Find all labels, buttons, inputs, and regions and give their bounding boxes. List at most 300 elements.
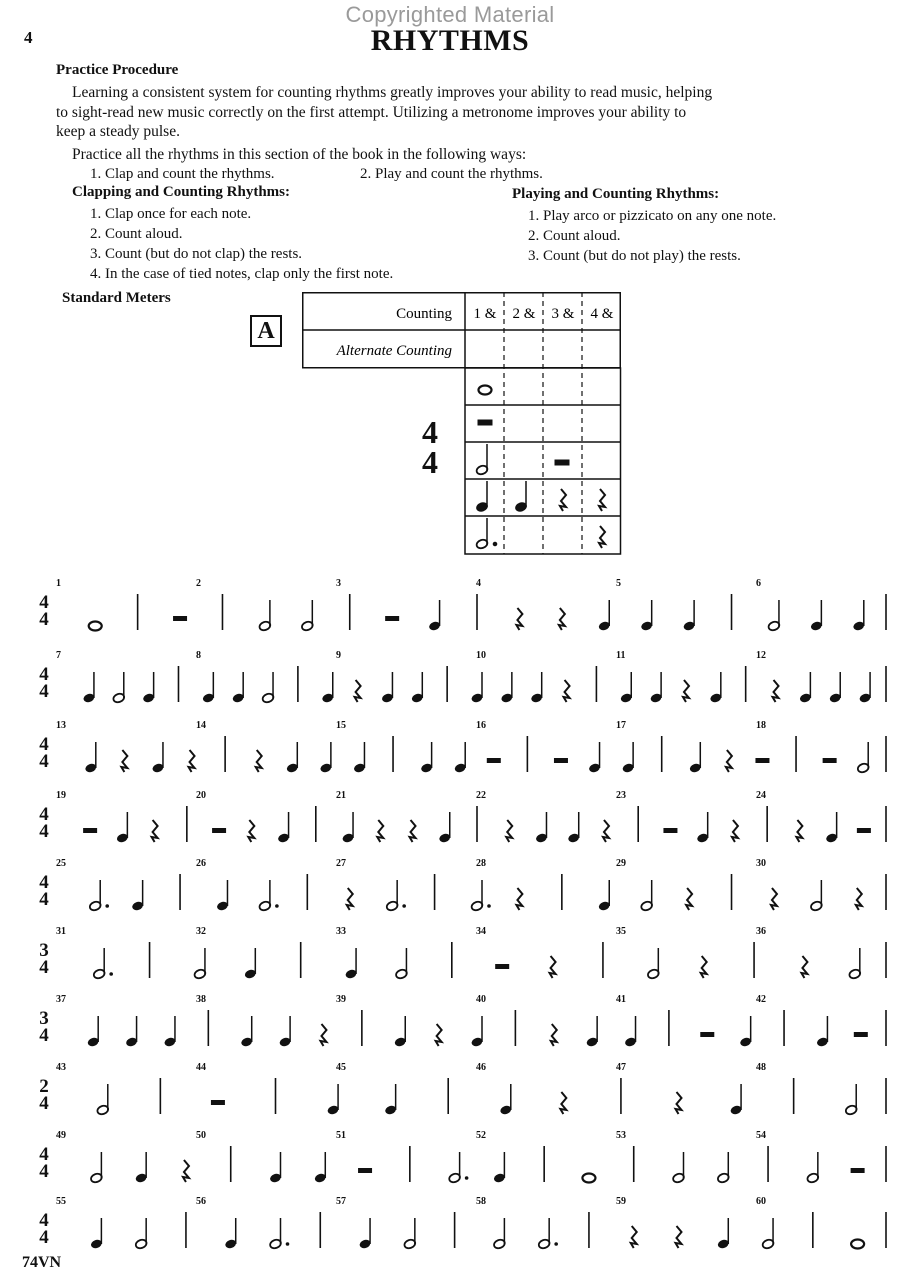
- measure-number: 56: [196, 1196, 206, 1207]
- quarter-rest: [121, 750, 127, 772]
- quarter-note: [438, 812, 451, 844]
- staff-row: [0, 994, 900, 1054]
- ways-line: Practice all the rhythms in this section of the book in the following ways:: [72, 146, 527, 163]
- half-note: [395, 948, 408, 980]
- time-sig-top: 3: [39, 1008, 49, 1029]
- staff-row: [0, 720, 900, 780]
- quarter-note: [269, 1152, 282, 1184]
- half-rest: [755, 758, 769, 763]
- measure-number: 44: [196, 1062, 206, 1073]
- quarter-note: [825, 812, 838, 844]
- playing-heading: Playing and Counting Rhythms:: [512, 186, 720, 202]
- measure-number: 51: [336, 1130, 346, 1141]
- quarter-note: [624, 1016, 637, 1048]
- half-note: [475, 518, 488, 550]
- time-sig-bottom: 4: [39, 609, 49, 630]
- measure-number: 8: [196, 650, 201, 661]
- dot: [487, 904, 491, 908]
- half-rest: [173, 616, 187, 621]
- whole-note: [479, 386, 492, 395]
- quarter-rest: [686, 888, 692, 910]
- quarter-note: [816, 1016, 829, 1048]
- quarter-note: [588, 742, 601, 774]
- quarter-note: [799, 672, 812, 704]
- quarter-rest: [248, 820, 254, 842]
- staff-row: [0, 926, 900, 986]
- quarter-note: [640, 600, 653, 632]
- measure-number: 9: [336, 650, 341, 661]
- playing-step-1: 1. Play arco or pizzicato on any one note.: [528, 208, 777, 224]
- measure-number: 23: [616, 790, 626, 801]
- quarter-note: [454, 742, 467, 774]
- measure-number: 29: [616, 858, 626, 869]
- half-note: [493, 1218, 506, 1250]
- quarter-rest: [550, 956, 556, 978]
- quarter-rest: [559, 608, 565, 630]
- half-note: [258, 880, 271, 912]
- measure-number: 4: [476, 578, 481, 589]
- quarter-note: [279, 1016, 292, 1048]
- whole-note: [582, 1174, 595, 1183]
- half-note: [538, 1218, 551, 1250]
- quarter-note: [353, 742, 366, 774]
- whole-rest: [478, 420, 492, 425]
- quarter-note: [470, 1016, 483, 1048]
- half-rest: [212, 828, 226, 833]
- measure-number: 33: [336, 926, 346, 937]
- quarter-rest: [801, 956, 807, 978]
- staff-notation: [0, 1196, 900, 1256]
- half-rest: [823, 758, 837, 763]
- quarter-rest: [355, 680, 361, 702]
- measure-number: 12: [756, 650, 766, 661]
- measure-number: 24: [756, 790, 766, 801]
- playing-step-2: 2. Count aloud.: [528, 228, 621, 244]
- half-rest: [555, 460, 569, 465]
- measure-number: 57: [336, 1196, 346, 1207]
- measure-number: 16: [476, 720, 486, 731]
- time-sig-bottom: 4: [39, 1227, 49, 1248]
- quarter-rest: [436, 1024, 442, 1046]
- clapping-step-3: 3. Count (but do not clap) the rests.: [90, 246, 303, 262]
- beat-2: 2 &: [512, 306, 536, 322]
- time-sig-bottom: 4: [39, 1025, 49, 1046]
- quarter-rest: [256, 750, 262, 772]
- measure-number: 45: [336, 1062, 346, 1073]
- measure-number: 43: [56, 1062, 66, 1073]
- half-note: [810, 880, 823, 912]
- measure-number: 7: [56, 650, 61, 661]
- half-note: [262, 672, 275, 704]
- intro-line-3: keep a steady pulse.: [56, 123, 180, 140]
- quarter-note: [499, 1084, 512, 1116]
- quarter-note: [810, 600, 823, 632]
- measure-number: 50: [196, 1130, 206, 1141]
- half-note: [258, 600, 271, 632]
- measure-number: 17: [616, 720, 626, 731]
- quarter-note: [739, 1016, 752, 1048]
- measure-number: 25: [56, 858, 66, 869]
- quarter-rest: [796, 820, 802, 842]
- measure-number: 20: [196, 790, 206, 801]
- staff-row: [0, 858, 900, 918]
- page-title: RHYTHMS: [370, 24, 530, 57]
- beat-3: 3 &: [551, 306, 575, 322]
- half-note: [857, 742, 870, 774]
- whole-note: [89, 622, 102, 631]
- quarter-note: [321, 672, 334, 704]
- quarter-note: [116, 812, 129, 844]
- quarter-note: [342, 812, 355, 844]
- time-sig-bottom: 4: [39, 957, 49, 978]
- quarter-note: [87, 1016, 100, 1048]
- measure-number: 58: [476, 1196, 486, 1207]
- measure-number: 30: [756, 858, 766, 869]
- dot: [105, 904, 109, 908]
- quarter-note: [689, 742, 702, 774]
- quarter-rest: [347, 888, 353, 910]
- half-note: [672, 1152, 685, 1184]
- dot: [109, 972, 113, 976]
- quarter-note: [622, 742, 635, 774]
- quarter-note: [717, 1218, 730, 1250]
- measure-number: 31: [56, 926, 66, 937]
- half-rest: [857, 828, 871, 833]
- quarter-note: [586, 1016, 599, 1048]
- dot: [465, 1176, 469, 1180]
- time-sig-top: 4: [39, 1144, 49, 1165]
- quarter-note: [286, 742, 299, 774]
- quarter-rest: [599, 489, 605, 511]
- half-note: [475, 444, 488, 476]
- staff-row: [0, 1196, 900, 1256]
- quarter-note: [394, 1016, 407, 1048]
- measure-number: 40: [476, 994, 486, 1005]
- half-rest: [700, 1032, 714, 1037]
- half-rest: [851, 1168, 865, 1173]
- measure-number: 22: [476, 790, 486, 801]
- half-rest: [554, 758, 568, 763]
- quarter-note: [240, 1016, 253, 1048]
- half-note: [470, 880, 483, 912]
- quarter-note: [84, 742, 97, 774]
- quarter-note: [131, 880, 144, 912]
- staff-notation: [0, 858, 900, 918]
- quarter-rest: [183, 1160, 189, 1182]
- quarter-rest: [856, 888, 862, 910]
- quarter-rest: [599, 526, 605, 548]
- counting-table: [302, 292, 624, 556]
- quarter-note: [142, 672, 155, 704]
- measure-number: 10: [476, 650, 486, 661]
- beat-4: 4 &: [590, 306, 614, 322]
- quarter-note: [852, 600, 865, 632]
- time-sig-top: 3: [39, 940, 49, 961]
- measure-number: 37: [56, 994, 66, 1005]
- measure-number: 26: [196, 858, 206, 869]
- half-rest: [663, 828, 677, 833]
- quarter-note: [598, 600, 611, 632]
- whole-note: [851, 1240, 864, 1249]
- staff-notation: [0, 790, 900, 850]
- intro-line-2: to sight-read new music correctly on the first attempt. Utilizing a metronome improves your ability to: [56, 104, 687, 121]
- quarter-note: [202, 672, 215, 704]
- measure-number: 13: [56, 720, 66, 731]
- clapping-step-1: 1. Clap once for each note.: [90, 206, 252, 222]
- measure-number: 52: [476, 1130, 486, 1141]
- clapping-heading: Clapping and Counting Rhythms:: [72, 184, 290, 200]
- measure-number: 27: [336, 858, 346, 869]
- half-note: [301, 600, 314, 632]
- measure-number: 47: [616, 1062, 626, 1073]
- measure-number: 6: [756, 578, 761, 589]
- quarter-note: [470, 672, 483, 704]
- beat-1: 1 &: [473, 306, 497, 322]
- measure-number: 42: [756, 994, 766, 1005]
- quarter-note: [420, 742, 433, 774]
- staff-notation: [0, 994, 900, 1054]
- dot: [275, 904, 279, 908]
- measure-number: 54: [756, 1130, 766, 1141]
- quarter-note: [319, 742, 332, 774]
- page-number: 4: [24, 28, 33, 47]
- half-note: [93, 948, 106, 980]
- quarter-rest: [560, 489, 566, 511]
- quarter-note: [428, 600, 441, 632]
- quarter-note: [163, 1016, 176, 1048]
- dot: [286, 1242, 290, 1246]
- quarter-note: [650, 672, 663, 704]
- measure-number: 32: [196, 926, 206, 937]
- half-note: [647, 948, 660, 980]
- time-sig-top: 4: [39, 1210, 49, 1231]
- staff-notation: [0, 926, 900, 986]
- quarter-note: [82, 672, 95, 704]
- quarter-note: [90, 1218, 103, 1250]
- staff-row: [0, 1062, 900, 1122]
- quarter-note: [244, 948, 257, 980]
- quarter-note: [314, 1152, 327, 1184]
- quarter-note: [327, 1084, 340, 1116]
- quarter-note: [859, 672, 872, 704]
- half-note: [90, 1152, 103, 1184]
- staff-notation: [0, 720, 900, 780]
- measure-number: 36: [756, 926, 766, 937]
- meter-signature-bottom: 4: [422, 444, 438, 480]
- half-note: [193, 948, 206, 980]
- clapping-step-4: 4. In the case of tied notes, clap only the first note.: [90, 266, 394, 282]
- counting-label: Counting: [396, 306, 452, 322]
- time-sig-bottom: 4: [39, 889, 49, 910]
- half-note: [448, 1152, 461, 1184]
- quarter-rest: [564, 680, 570, 702]
- measure-number: 34: [476, 926, 486, 937]
- quarter-rest: [560, 1092, 566, 1114]
- quarter-note: [567, 812, 580, 844]
- measure-number: 2: [196, 578, 201, 589]
- quarter-rest: [773, 680, 779, 702]
- quarter-note: [475, 481, 488, 513]
- dot: [493, 542, 497, 546]
- quarter-rest: [676, 1226, 682, 1248]
- measure-number: 39: [336, 994, 346, 1005]
- playing-step-3: 3. Count (but do not play) the rests.: [528, 248, 741, 264]
- quarter-rest: [152, 820, 158, 842]
- half-note: [717, 1152, 730, 1184]
- dot: [554, 1242, 558, 1246]
- quarter-note: [381, 672, 394, 704]
- quarter-note: [277, 812, 290, 844]
- quarter-note: [224, 1218, 237, 1250]
- practice-heading: Practice Procedure: [56, 62, 179, 78]
- quarter-rest: [516, 888, 522, 910]
- measure-number: 14: [196, 720, 206, 731]
- half-rest: [854, 1032, 868, 1037]
- time-sig-top: 4: [39, 664, 49, 685]
- quarter-rest: [771, 888, 777, 910]
- measure-number: 55: [56, 1196, 66, 1207]
- quarter-rest: [377, 820, 383, 842]
- half-note: [806, 1152, 819, 1184]
- quarter-note: [514, 481, 527, 513]
- measure-number: 49: [56, 1130, 66, 1141]
- time-sig-bottom: 4: [39, 821, 49, 842]
- time-sig-bottom: 4: [39, 751, 49, 772]
- half-note: [112, 672, 125, 704]
- half-note: [269, 1218, 282, 1250]
- half-note: [640, 880, 653, 912]
- quarter-note: [535, 812, 548, 844]
- quarter-note: [730, 1084, 743, 1116]
- section-letter-box: A: [250, 315, 282, 347]
- measure-number: 11: [616, 650, 626, 661]
- quarter-note: [411, 672, 424, 704]
- half-note: [848, 948, 861, 980]
- measure-number: 1: [56, 578, 61, 589]
- way-1: 1. Clap and count the rhythms.: [90, 166, 275, 182]
- measure-number: 41: [616, 994, 626, 1005]
- alternate-counting-label: Alternate Counting: [336, 343, 452, 359]
- time-sig-bottom: 4: [39, 681, 49, 702]
- quarter-note: [232, 672, 245, 704]
- staff-notation: [0, 1062, 900, 1122]
- staff-row: [0, 578, 900, 638]
- meter-signature-top: 4: [422, 414, 438, 450]
- quarter-rest: [506, 820, 512, 842]
- quarter-rest: [516, 608, 522, 630]
- half-note: [135, 1218, 148, 1250]
- staff-row: [0, 1130, 900, 1190]
- quarter-rest: [551, 1024, 557, 1046]
- quarter-note: [359, 1218, 372, 1250]
- quarter-rest: [726, 750, 732, 772]
- half-rest: [487, 758, 501, 763]
- measure-number: 28: [476, 858, 486, 869]
- quarter-rest: [683, 680, 689, 702]
- time-sig-bottom: 4: [39, 1093, 49, 1114]
- measure-number: 18: [756, 720, 766, 731]
- quarter-note: [530, 672, 543, 704]
- half-rest: [495, 964, 509, 969]
- time-sig-top: 4: [39, 734, 49, 755]
- staff-notation: [0, 578, 900, 638]
- quarter-note: [683, 600, 696, 632]
- time-sig-bottom: 4: [39, 1161, 49, 1182]
- half-rest: [211, 1100, 225, 1105]
- staff-notation: [0, 650, 900, 710]
- quarter-note: [620, 672, 633, 704]
- staff-notation: [0, 1130, 900, 1190]
- half-note: [386, 880, 399, 912]
- clapping-step-2: 2. Count aloud.: [90, 226, 183, 242]
- measure-number: 59: [616, 1196, 626, 1207]
- measure-number: 48: [756, 1062, 766, 1073]
- half-rest: [83, 828, 97, 833]
- measure-number: 15: [336, 720, 346, 731]
- quarter-note: [345, 948, 358, 980]
- quarter-note: [696, 812, 709, 844]
- half-rest: [358, 1168, 372, 1173]
- time-sig-top: 4: [39, 592, 49, 613]
- standard-meters-label: Standard Meters: [62, 290, 171, 306]
- way-2: 2. Play and count the rhythms.: [360, 166, 543, 182]
- measure-number: 60: [756, 1196, 766, 1207]
- time-sig-top: 4: [39, 872, 49, 893]
- watermark: Copyrighted Material: [345, 2, 555, 27]
- quarter-rest: [603, 820, 609, 842]
- quarter-note: [598, 880, 611, 912]
- quarter-note: [135, 1152, 148, 1184]
- quarter-note: [151, 742, 164, 774]
- staff-row: [0, 790, 900, 850]
- quarter-rest: [320, 1024, 326, 1046]
- measure-number: 38: [196, 994, 206, 1005]
- half-note: [403, 1218, 416, 1250]
- half-note: [762, 1218, 775, 1250]
- quarter-note: [384, 1084, 397, 1116]
- half-note: [767, 600, 780, 632]
- quarter-note: [709, 672, 722, 704]
- quarter-rest: [701, 956, 707, 978]
- measure-number: 19: [56, 790, 66, 801]
- quarter-note: [829, 672, 842, 704]
- quarter-note: [125, 1016, 138, 1048]
- quarter-rest: [676, 1092, 682, 1114]
- half-note: [89, 880, 102, 912]
- time-sig-top: 4: [39, 804, 49, 825]
- measure-number: 46: [476, 1062, 486, 1073]
- measure-number: 53: [616, 1130, 626, 1141]
- quarter-rest: [189, 750, 195, 772]
- quarter-note: [500, 672, 513, 704]
- quarter-rest: [631, 1226, 637, 1248]
- quarter-note: [493, 1152, 506, 1184]
- measure-number: 5: [616, 578, 621, 589]
- dot: [402, 904, 406, 908]
- measure-number: 35: [616, 926, 626, 937]
- half-rest: [385, 616, 399, 621]
- measure-number: 21: [336, 790, 346, 801]
- quarter-rest: [410, 820, 416, 842]
- half-note: [96, 1084, 109, 1116]
- quarter-rest: [732, 820, 738, 842]
- measure-number: 3: [336, 578, 341, 589]
- intro-line-1: Learning a consistent system for counting rhythms greatly improves your ability to read music, helping: [72, 84, 713, 101]
- staff-row: [0, 650, 900, 710]
- quarter-note: [216, 880, 229, 912]
- time-sig-top: 2: [39, 1076, 49, 1097]
- half-note: [845, 1084, 858, 1116]
